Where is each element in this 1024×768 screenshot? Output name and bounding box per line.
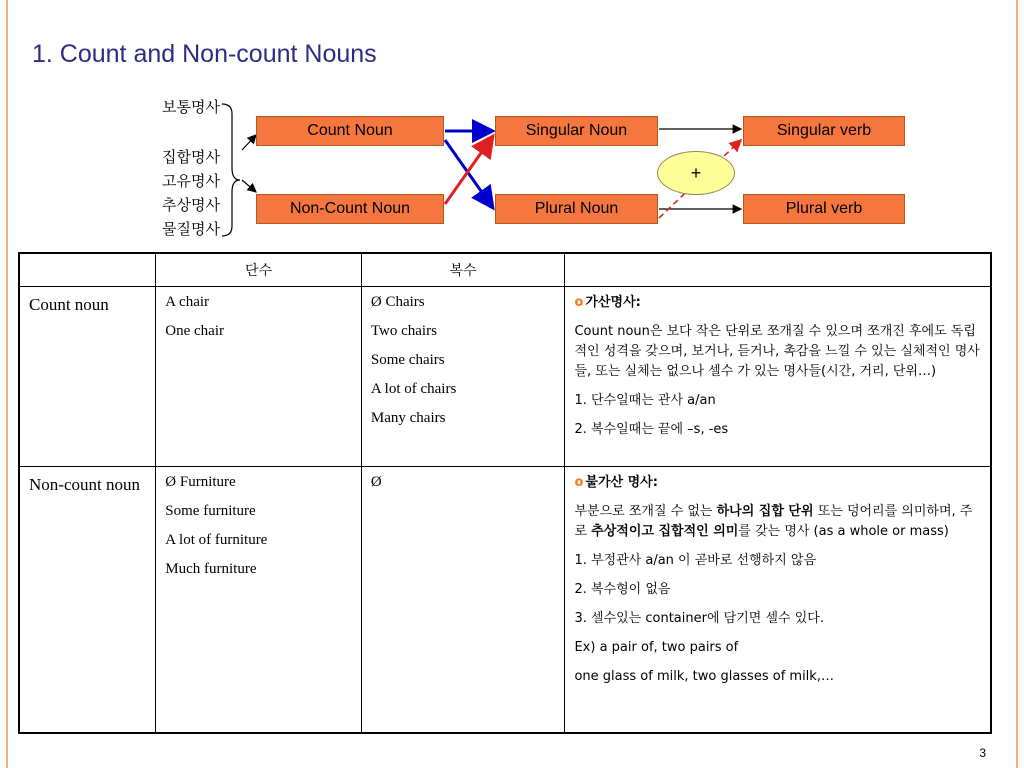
noun-type-collective: 집합명사	[162, 148, 220, 166]
count-noun-note-cell	[565, 287, 991, 467]
noun-types-bottom	[130, 145, 220, 241]
header-plural: 복수	[361, 253, 565, 287]
noun-type-common: 보통명사	[162, 98, 220, 116]
red-arrow-noncount-to-singular	[445, 136, 493, 204]
note-text: 를 갖는 명사 (as a whole or mass)	[738, 524, 949, 539]
note-title: 가산명사:	[585, 295, 641, 310]
note-line: 3. 셀수있는 container에 담기면 셀수 있다.	[574, 611, 824, 626]
count-noun-singular-cell	[156, 287, 362, 467]
note-line: Ex) a pair of, two pairs of	[574, 640, 739, 655]
plus-ellipse	[657, 151, 735, 195]
slide-title: 1. Count and Non-count Nouns	[32, 40, 377, 68]
list-item: Ø Furniture	[165, 474, 236, 490]
list-item: Some furniture	[165, 503, 256, 519]
list-item: A chair	[165, 294, 210, 310]
note-description: Count noun은 보다 작은 단위로 쪼개질 수 있으며 쪼개진 후에도 독립적인 성격을 갖으며, 보거나, 듣거나, 촉감을 느낄 수 있는 실체적인 명사들, 또는 실체는 없으나 셀수 가 있는 명사들(시간, 거리, 단위…)	[574, 324, 980, 379]
list-item: Ø Chairs	[370, 294, 425, 310]
header-empty-right	[565, 253, 991, 287]
arrow-to-non-count-noun	[242, 180, 256, 192]
note-text: 부분으로 쪼개질 수 없는	[574, 504, 717, 519]
singular-verb-box: Singular verb	[743, 116, 905, 146]
note-text: 또는 덩어리를 의미하며, 주로	[574, 504, 973, 539]
noun-type-abstract: 추상명사	[162, 196, 220, 214]
bullet-circle-icon: o	[574, 475, 584, 490]
list-item: Many chairs	[370, 410, 446, 426]
bullet-circle-icon: o	[574, 295, 584, 310]
row-label-non-count-noun: Non-count noun	[19, 467, 156, 733]
plural-noun-box: Plural Noun	[495, 194, 658, 224]
note-line: 2. 복수형이 없음	[574, 582, 671, 597]
page-number: 3	[979, 746, 986, 760]
noun-types-top	[130, 95, 220, 119]
note-emphasis: 하나의 집합 단위	[716, 504, 814, 519]
note-line: 1. 단수일때는 관사 a/an	[574, 393, 716, 408]
noun-type-material: 물질명사	[162, 220, 220, 238]
note-line: one glass of milk, two glasses of milk,…	[574, 669, 834, 684]
noun-type-proper: 고유명사	[162, 172, 220, 190]
list-item: A lot of chairs	[370, 381, 457, 397]
noun-types-brace	[222, 104, 240, 236]
note-description	[574, 502, 981, 542]
note-line: 2. 복수일때는 끝에 –s, -es	[574, 422, 729, 437]
count-noun-plural-cell	[361, 287, 565, 467]
non-count-noun-plural-cell	[361, 467, 565, 733]
note-emphasis: 추상적이고 집합적인 의미	[591, 524, 739, 539]
non-count-noun-note-cell	[565, 467, 991, 733]
count-noun-box: Count Noun	[256, 116, 444, 146]
singular-noun-box: Singular Noun	[495, 116, 658, 146]
plural-verb-box: Plural verb	[743, 194, 905, 224]
arrow-to-count-noun	[242, 135, 256, 150]
row-label-count-noun: Count noun	[19, 287, 156, 467]
plus-sign: +	[690, 162, 702, 183]
list-item: Much furniture	[165, 561, 257, 577]
non-count-noun-box: Non-Count Noun	[256, 194, 444, 224]
blue-arrow-count-to-plural	[445, 140, 493, 208]
list-item: Ø	[370, 474, 382, 490]
table-row	[19, 287, 991, 467]
table-header-row	[19, 253, 991, 287]
table-row	[19, 467, 991, 733]
list-item: A lot of furniture	[165, 532, 268, 548]
non-count-noun-singular-cell	[156, 467, 362, 733]
note-title: 불가산 명사:	[585, 475, 658, 490]
list-item: Some chairs	[370, 352, 445, 368]
header-singular: 단수	[156, 253, 362, 287]
noun-comparison-table	[18, 252, 992, 734]
note-line: 1. 부정관사 a/an 이 곧바로 선행하지 않음	[574, 553, 817, 568]
list-item: One chair	[165, 323, 224, 339]
header-empty-left	[19, 253, 156, 287]
list-item: Two chairs	[370, 323, 437, 339]
